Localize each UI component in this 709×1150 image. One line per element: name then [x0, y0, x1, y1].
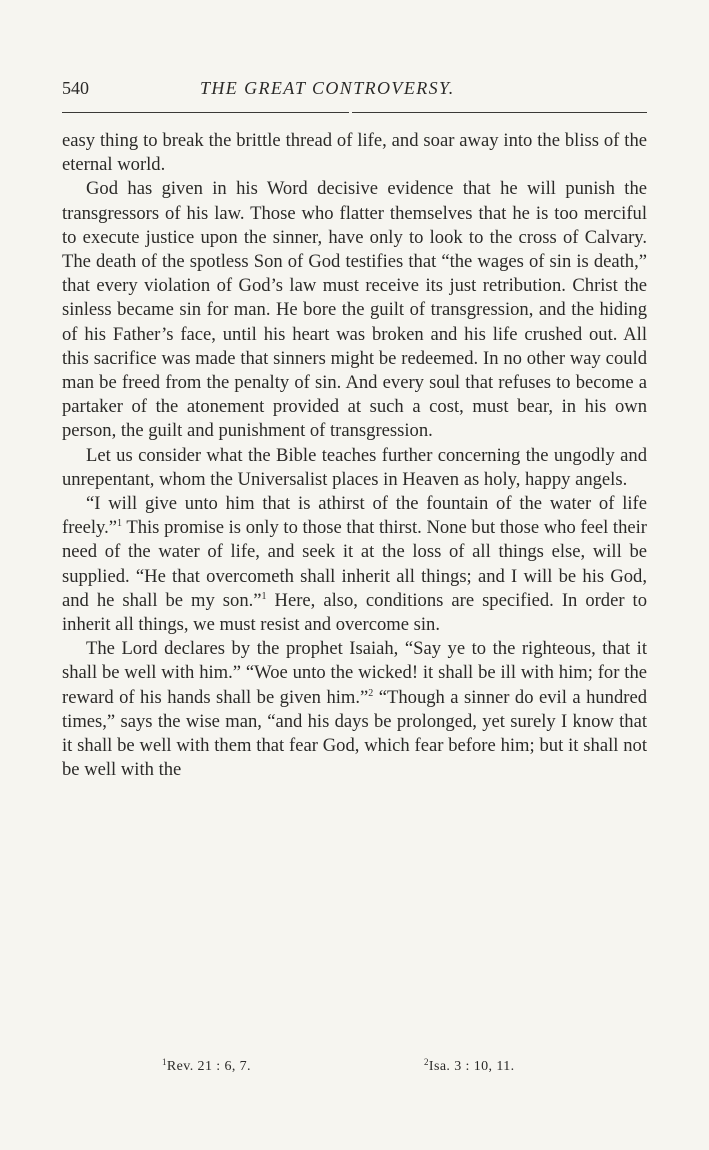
footnote-marker: 1 [162, 1057, 167, 1067]
header-rule [352, 112, 647, 113]
footnote-marker: 1 [117, 518, 123, 530]
paragraph [62, 637, 647, 782]
footnote-text: Rev. 21 : 6, 7. [166, 1059, 251, 1074]
paragraph: God has given in his Word decisive evidence that he will punish the transgressors of his law. Those who flatter themselves that he is too merciful to execute justice upon the sinner, have only to look to the cross of Calvary. The death of the spotless Son of God testifies that “the wages of sin is death,” that every violation of God’s law must receive its just retribution. Christ the sinless became sin for man. He bore the guilt of transgression, and the hiding of his Father’s face, until his heart was broken and his life crushed out. All this sacrifice was made that sinners might be redeemed. In no other way could man be freed from the penalty of sin. And every soul that refuses to become a partaker of the atonement provided at such a cost, must bear, in his own person, the guilt and punishment of transgression. [62, 178, 647, 442]
footnote-marker: 1 [261, 590, 267, 602]
paragraph-text: The Lord declares by the prophet Isaiah, “Say ye to the righteous, that it shall be well with him.” “Woe unto the wicked! it shall be ill with him; for the reward of his hands shall be given him.” [62, 638, 647, 708]
footnote-marker: 2 [368, 687, 374, 699]
paragraph: easy thing to break the brittle thread of life, and soar away into the bliss of the eternal world. [62, 130, 647, 176]
footnote-text: Isa. 3 : 10, 11. [428, 1059, 515, 1074]
footnote-marker: 2 [424, 1057, 429, 1067]
paragraph: Let us consider what the Bible teaches further concerning the ungodly and unrepentant, whom the Universalist places in Heaven as holy, happy angels. [62, 444, 647, 490]
paragraph [62, 492, 647, 637]
book-page [62, 78, 648, 1074]
footnote [162, 1059, 251, 1075]
page-number: 540 [62, 78, 89, 98]
paragraph-text: “Though a sinner do evil a hundred times,” says the wise man, “and his days be prolonged, yet surely I know that it shall be well with them that fear God, which fear before him; but it shall not be well with the [62, 686, 647, 781]
running-title: THE GREAT CONTROVERSY. [200, 78, 455, 98]
paragraph-text: Here, also, conditions are specified. In order to inherit all things, we must resist and overcome sin. [62, 589, 648, 636]
paragraph-text: This promise is only to those that thirst. None but those who feel their need of the water of life, and seek it at the loss of all things else, will be supplied. “He that overcometh shall inherit all things; and I will be his God, and he shall be my son.” [62, 517, 647, 611]
footnote [424, 1059, 515, 1075]
paragraph-text: “I will give unto him that is athirst of the fountain of the water of life freely.” [62, 493, 647, 539]
body-text [62, 129, 647, 782]
header-rule [62, 112, 349, 113]
running-head [62, 78, 647, 104]
